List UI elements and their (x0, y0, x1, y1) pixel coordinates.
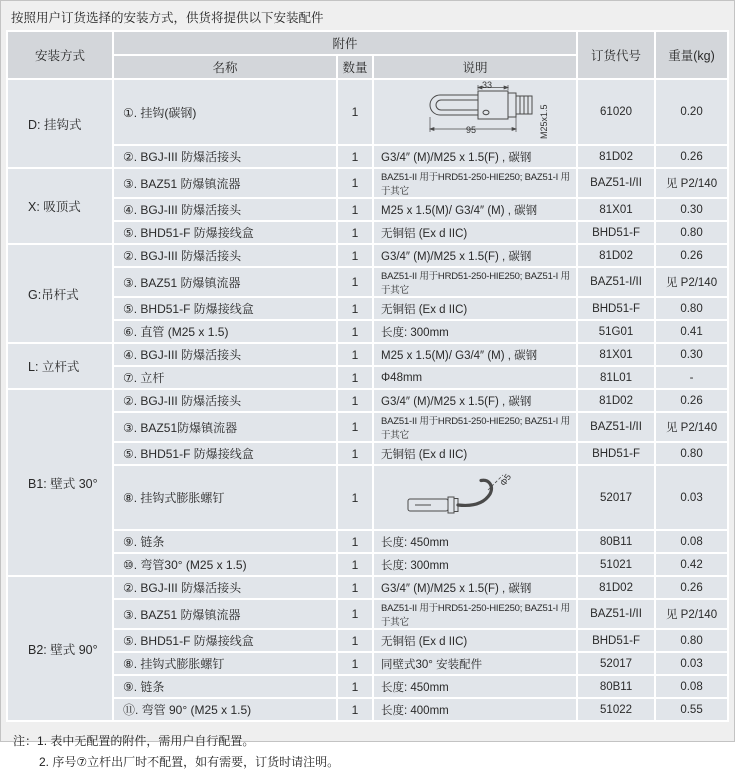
col-header-install: 安装方式 (8, 32, 112, 78)
order-code: BHD51-F (578, 443, 654, 464)
accessory-qty: 1 (338, 344, 372, 365)
accessory-desc: G3/4″ (M)/M25 x 1.5(F) , 碳钢 (374, 577, 576, 598)
accessory-name: ①. 挂钩(碳钢) (114, 80, 336, 144)
dimension-label: M25x1.5 (539, 104, 550, 139)
note-text: 1. 表中无配置的附件，需用户自行配置。 (37, 734, 255, 748)
weight-value: 0.26 (656, 390, 727, 411)
accessory-desc: 长度: 300mm (374, 321, 576, 342)
accessory-name: ④. BGJ-III 防爆活接头 (114, 199, 336, 220)
group-label-g: G:吊杆式 (8, 245, 112, 342)
table-row (8, 169, 727, 197)
accessory-qty: 1 (338, 199, 372, 220)
accessory-desc: Φ48mm (374, 367, 576, 388)
accessory-name: ②. BGJ-III 防爆活接头 (114, 146, 336, 167)
table-row (8, 600, 727, 628)
table-row (8, 443, 727, 464)
accessory-desc: M25 x 1.5(M)/ G3/4″ (M) , 碳钢 (374, 344, 576, 365)
table-row (8, 146, 727, 167)
accessory-qty: 1 (338, 80, 372, 144)
order-code: 81D02 (578, 146, 654, 167)
accessory-qty: 1 (338, 466, 372, 529)
accessory-qty: 1 (338, 699, 372, 720)
weight-value: 0.80 (656, 222, 727, 243)
note-label: 注： (13, 734, 38, 748)
weight-value: 0.08 (656, 676, 727, 697)
accessory-name: ⑨. 链条 (114, 531, 336, 552)
accessory-name: ②. BGJ-III 防爆活接头 (114, 577, 336, 598)
weight-value: 0.80 (656, 298, 727, 319)
order-code: 81X01 (578, 344, 654, 365)
order-code: 81L01 (578, 367, 654, 388)
table-row (8, 413, 727, 441)
dimension-label: 33 (482, 80, 493, 90)
dimension-label: 95 (466, 125, 477, 135)
order-code: 81D02 (578, 245, 654, 266)
weight-value: 0.26 (656, 146, 727, 167)
accessory-qty: 1 (338, 554, 372, 575)
accessory-desc (374, 466, 576, 529)
table-row (8, 466, 727, 529)
table-row (8, 222, 727, 243)
weight-value: 0.03 (656, 653, 727, 674)
table-row (8, 245, 727, 266)
accessory-name: ⑥. 直管 (M25 x 1.5) (114, 321, 336, 342)
accessory-name: ⑤. BHD51-F 防爆接线盒 (114, 298, 336, 319)
accessory-desc: 长度: 450mm (374, 676, 576, 697)
accessory-desc: 无铜铝 (Ex d IIC) (374, 630, 576, 651)
accessory-desc: G3/4″ (M)/M25 x 1.5(F) , 碳钢 (374, 390, 576, 411)
accessory-desc: M25 x 1.5(M)/ G3/4″ (M) , 碳钢 (374, 199, 576, 220)
order-code: BAZ51-I/II (578, 413, 654, 441)
table-row (8, 321, 727, 342)
col-header-weight: 重量(kg) (656, 32, 727, 78)
accessory-name: ⑧. 挂钩式膨胀螺钉 (114, 653, 336, 674)
accessory-qty: 1 (338, 390, 372, 411)
accessory-name: ⑩. 弯管30° (M25 x 1.5) (114, 554, 336, 575)
accessory-name: ③. BAZ51防爆镇流器 (114, 413, 336, 441)
accessory-desc: G3/4″ (M)/M25 x 1.5(F) , 碳钢 (374, 146, 576, 167)
accessory-name: ⑤. BHD51-F 防爆接线盒 (114, 222, 336, 243)
order-code: BAZ51-I/II (578, 600, 654, 628)
accessory-qty: 1 (338, 298, 372, 319)
accessory-desc: BAZ51-II 用于HRD51-250-HIE250; BAZ51-I 用于其它 (374, 600, 576, 628)
accessory-desc: 长度: 450mm (374, 531, 576, 552)
table-row (8, 80, 727, 144)
accessory-qty: 1 (338, 413, 372, 441)
accessory-desc: 同壁式30° 安装配件 (374, 653, 576, 674)
accessory-qty: 1 (338, 600, 372, 628)
order-code: 81X01 (578, 199, 654, 220)
group-label-b2: B2: 壁式 90° (8, 577, 112, 720)
accessory-qty: 1 (338, 577, 372, 598)
table-row (8, 298, 727, 319)
accessory-qty: 1 (338, 531, 372, 552)
accessory-qty: 1 (338, 169, 372, 197)
expansion-screw-diagram (390, 471, 560, 525)
table-row (8, 577, 727, 598)
weight-value: 0.08 (656, 531, 727, 552)
order-code: 80B11 (578, 676, 654, 697)
accessory-name: ⑤. BHD51-F 防爆接线盒 (114, 443, 336, 464)
weight-value: 见 P2/140 (656, 600, 727, 628)
table-row (8, 554, 727, 575)
accessory-name: ⑪. 弯管 90° (M25 x 1.5) (114, 699, 336, 720)
order-code: 81D02 (578, 577, 654, 598)
weight-value: 0.80 (656, 443, 727, 464)
weight-value: 0.30 (656, 344, 727, 365)
weight-value: 0.20 (656, 80, 727, 144)
note-text: 2. 序号⑦立杆出厂时不配置，如有需要，订货时请注明。 (39, 755, 340, 769)
accessory-desc: 无铜铝 (Ex d IIC) (374, 443, 576, 464)
accessory-name: ③. BAZ51 防爆镇流器 (114, 600, 336, 628)
group-label-l: L: 立杆式 (8, 344, 112, 388)
order-code: 80B11 (578, 531, 654, 552)
accessory-desc: 无铜铝 (Ex d IIC) (374, 222, 576, 243)
weight-value: 见 P2/140 (656, 413, 727, 441)
weight-value: 0.26 (656, 577, 727, 598)
accessory-desc: BAZ51-II 用于HRD51-250-HIE250; BAZ51-I 用于其它 (374, 169, 576, 197)
order-code: 51021 (578, 554, 654, 575)
accessory-name: ⑦. 立杆 (114, 367, 336, 388)
accessory-qty: 1 (338, 630, 372, 651)
accessory-qty: 1 (338, 367, 372, 388)
accessory-qty: 1 (338, 676, 372, 697)
weight-value: 0.80 (656, 630, 727, 651)
order-code: 81D02 (578, 390, 654, 411)
table-row (8, 630, 727, 651)
hook-diagram (390, 80, 560, 141)
col-header-code: 订货代号 (578, 32, 654, 78)
accessory-desc: G3/4″ (M)/M25 x 1.5(F) , 碳钢 (374, 245, 576, 266)
footnote-line-1 (13, 731, 722, 752)
accessory-desc: 无铜铝 (Ex d IIC) (374, 298, 576, 319)
order-code: BHD51-F (578, 298, 654, 319)
order-code: BHD51-F (578, 630, 654, 651)
weight-value: 0.26 (656, 245, 727, 266)
accessory-name: ⑧. 挂钩式膨胀螺钉 (114, 466, 336, 529)
order-code: BAZ51-I/II (578, 268, 654, 296)
col-header-name: 名称 (114, 56, 336, 78)
table-row (8, 199, 727, 220)
col-header-accessory: 附件 (114, 32, 576, 54)
accessory-desc: BAZ51-II 用于HRD51-250-HIE250; BAZ51-I 用于其它 (374, 413, 576, 441)
accessory-qty: 1 (338, 443, 372, 464)
order-code: 61020 (578, 80, 654, 144)
order-code: 52017 (578, 653, 654, 674)
accessory-name: ⑨. 链条 (114, 676, 336, 697)
order-code: BHD51-F (578, 222, 654, 243)
col-header-qty: 数量 (338, 56, 372, 78)
accessory-desc: 长度: 300mm (374, 554, 576, 575)
weight-value: 0.03 (656, 466, 727, 529)
accessory-qty: 1 (338, 245, 372, 266)
accessory-qty: 1 (338, 653, 372, 674)
accessory-qty: 1 (338, 321, 372, 342)
weight-value: 0.30 (656, 199, 727, 220)
dimension-label: Φ5 (498, 471, 514, 488)
weight-value: 0.55 (656, 699, 727, 720)
table-row (8, 344, 727, 365)
col-header-desc: 说明 (374, 56, 576, 78)
group-label-d: D: 挂钩式 (8, 80, 112, 167)
accessory-desc: BAZ51-II 用于HRD51-250-HIE250; BAZ51-I 用于其它 (374, 268, 576, 296)
table-row (8, 367, 727, 388)
header-row-1 (8, 32, 727, 54)
group-label-x: X: 吸顶式 (8, 169, 112, 243)
accessory-qty: 1 (338, 268, 372, 296)
table-row (8, 653, 727, 674)
weight-value: 0.41 (656, 321, 727, 342)
footnote-line-2 (13, 752, 722, 773)
accessory-qty: 1 (338, 222, 372, 243)
accessory-qty: 1 (338, 146, 372, 167)
accessory-name: ③. BAZ51 防爆镇流器 (114, 268, 336, 296)
table-row (8, 268, 727, 296)
table-row (8, 676, 727, 697)
accessory-name: ②. BGJ-III 防爆活接头 (114, 390, 336, 411)
order-code: 51G01 (578, 321, 654, 342)
accessory-name: ②. BGJ-III 防爆活接头 (114, 245, 336, 266)
page-title: 按照用户订货选择的安装方式，供货将提供以下安装配件 (11, 11, 324, 25)
screw-drawing (390, 471, 560, 525)
weight-value: 见 P2/140 (656, 268, 727, 296)
order-code: 52017 (578, 466, 654, 529)
order-code: BAZ51-I/II (578, 169, 654, 197)
accessory-desc (374, 80, 576, 144)
weight-value: 见 P2/140 (656, 169, 727, 197)
accessory-desc: 长度: 400mm (374, 699, 576, 720)
accessory-name: ⑤. BHD51-F 防爆接线盒 (114, 630, 336, 651)
table-row (8, 390, 727, 411)
table-row (8, 699, 727, 720)
weight-value: 0.42 (656, 554, 727, 575)
accessories-table (6, 30, 729, 722)
weight-value: - (656, 367, 727, 388)
order-code: 51022 (578, 699, 654, 720)
table-row (8, 531, 727, 552)
group-label-b1: B1: 壁式 30° (8, 390, 112, 575)
accessory-name: ③. BAZ51 防爆镇流器 (114, 169, 336, 197)
accessory-name: ④. BGJ-III 防爆活接头 (114, 344, 336, 365)
footnotes (1, 722, 734, 773)
